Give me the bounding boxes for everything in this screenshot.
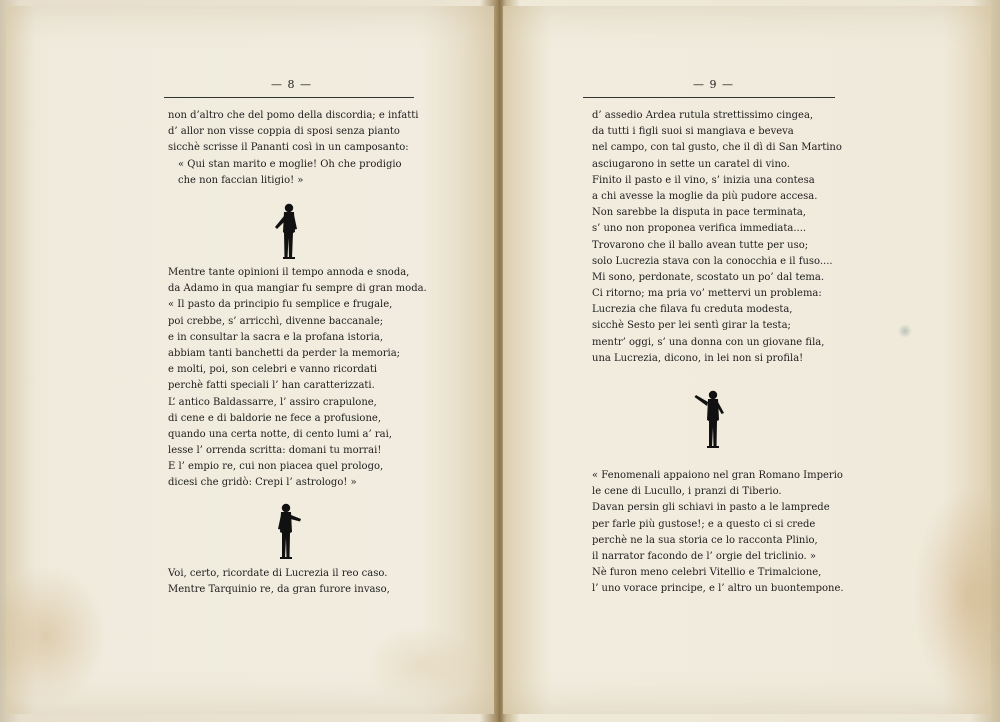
text-line: Ci ritorno; ma pria vo’ mettervi un problema: [592,288,822,300]
silhouette-man-illustration [274,502,304,562]
left-stanza-1 [168,108,419,189]
text-line: una Lucrezia, dicono, in lei non si profila! [592,352,804,364]
text-line: Nè furon meno celebri Vitellio e Trimalcione, [592,567,822,579]
text-line: abbiam tanti banchetti da perder la memoria; [168,347,401,359]
text-line: « Il pasto da principio fu semplice e frugale, [168,299,393,311]
left-stanza-3 [168,566,390,598]
text-line: perchè ne la sua storia ce lo racconta Plinio, [592,534,818,546]
text-line: e molti, poi, son celebri e vanno ricordati [168,364,378,376]
text-line: Finito il pasto e il vino, s’ inizia una contesa [592,174,815,186]
text-line: Voi, certo, ricordate di Lucrezia il reo caso. [168,568,388,579]
text-line: quando una certa notte, di cento lumi a’ rai, [168,428,392,440]
text-line: lesse l’ orrenda scritta: domani tu morrai! [168,445,382,457]
left-stanza-2 [168,265,427,492]
text-line: l’ uno vorace principe, e l’ altro un buontempone. [592,583,844,595]
right-page [503,6,991,714]
text-line: da Adamo in qua mangiar fu sempre di gran moda. [168,283,427,295]
text-line: perchè fatti speciali l’ han caratterizzati. [168,380,375,392]
right-stanza-2 [592,468,844,598]
right-stanza-1 [592,108,842,367]
text-line: sicchè Sesto per lei sentì girar la testa; [592,320,791,332]
text-line: Mentre tante opinioni il tempo annoda e snoda, [168,267,410,278]
text-line: a chi avesse la moglie da più pudore accesa. [592,190,818,202]
text-line: le cene di Lucullo, i pranzi di Tiberio. [592,486,782,498]
text-line: « Fenomenali appaiono nel gran Romano Imperio [592,470,843,481]
text-line: il narrator facondo de l’ orgie del triclinio. » [592,550,817,562]
text-line: Mentre Tarquinio re, da gran furore invaso, [168,584,390,596]
page-number-left: — 8 — [271,78,312,91]
page-number-right: — 9 — [693,78,734,91]
text-line: per farle più gustose!; e a questo ci si crede [592,518,816,530]
text-line: mentr’ oggi, s’ una donna con un giovane fila, [592,336,825,348]
text-line: s’ uno non proponea verifica immediata.... [592,223,807,235]
text-line: da tutti i figli suoi si mangiava e beveva [592,126,794,138]
text-line: E l’ empio re, cui non piacea quel prologo, [168,461,384,473]
text-line: non d’altro che del pomo della discordia; e infatti [168,110,419,121]
text-line: « Qui stan marito e moglie! Oh che prodigio [178,158,402,170]
text-line: dicesi che gridò: Crepi l’ astrologo! » [168,477,357,489]
text-line: Mi sono, perdonate, scostato un po’ dal tema. [592,271,825,283]
text-line: Lucrezia che filava fu creduta modesta, [592,304,793,316]
text-line: asciugarono in sette un caratel di vino. [592,158,790,170]
text-line: nel campo, con tal gusto, che il dì di San Martino [592,142,842,154]
text-line: L’ antico Baldassarre, l’ assiro crapulone, [168,396,377,408]
text-line: solo Lucrezia stava con la conocchia e il fuso.... [592,255,833,267]
text-line: d’ assedio Ardea rutula strettissimo cingea, [592,110,814,121]
text-line: e in consultar la sacra e la profana istoria, [168,331,384,343]
header-rule-left [164,97,414,98]
text-line: che non faccian litigio! » [178,174,304,186]
text-line: d’ allor non visse coppia di sposi senza pianto [168,126,400,138]
text-line: di cene e di baldorie ne fece a profusione, [168,412,381,424]
silhouette-man-illustration [272,202,302,262]
silhouette-man-illustration [691,389,727,451]
text-line: sicchè scrisse il Pananti così in un camposanto: [168,142,409,154]
text-line: Trovarono che il ballo avean tutte per uso; [592,239,809,251]
text-line: Davan persin gli schiavi in pasto a le lamprede [592,502,830,514]
left-page [6,6,494,714]
text-line: poi crebbe, s’ arricchì, divenne baccanale; [168,315,384,327]
header-rule-right [583,97,835,98]
text-line: Non sarebbe la disputa in pace terminata, [592,207,806,219]
